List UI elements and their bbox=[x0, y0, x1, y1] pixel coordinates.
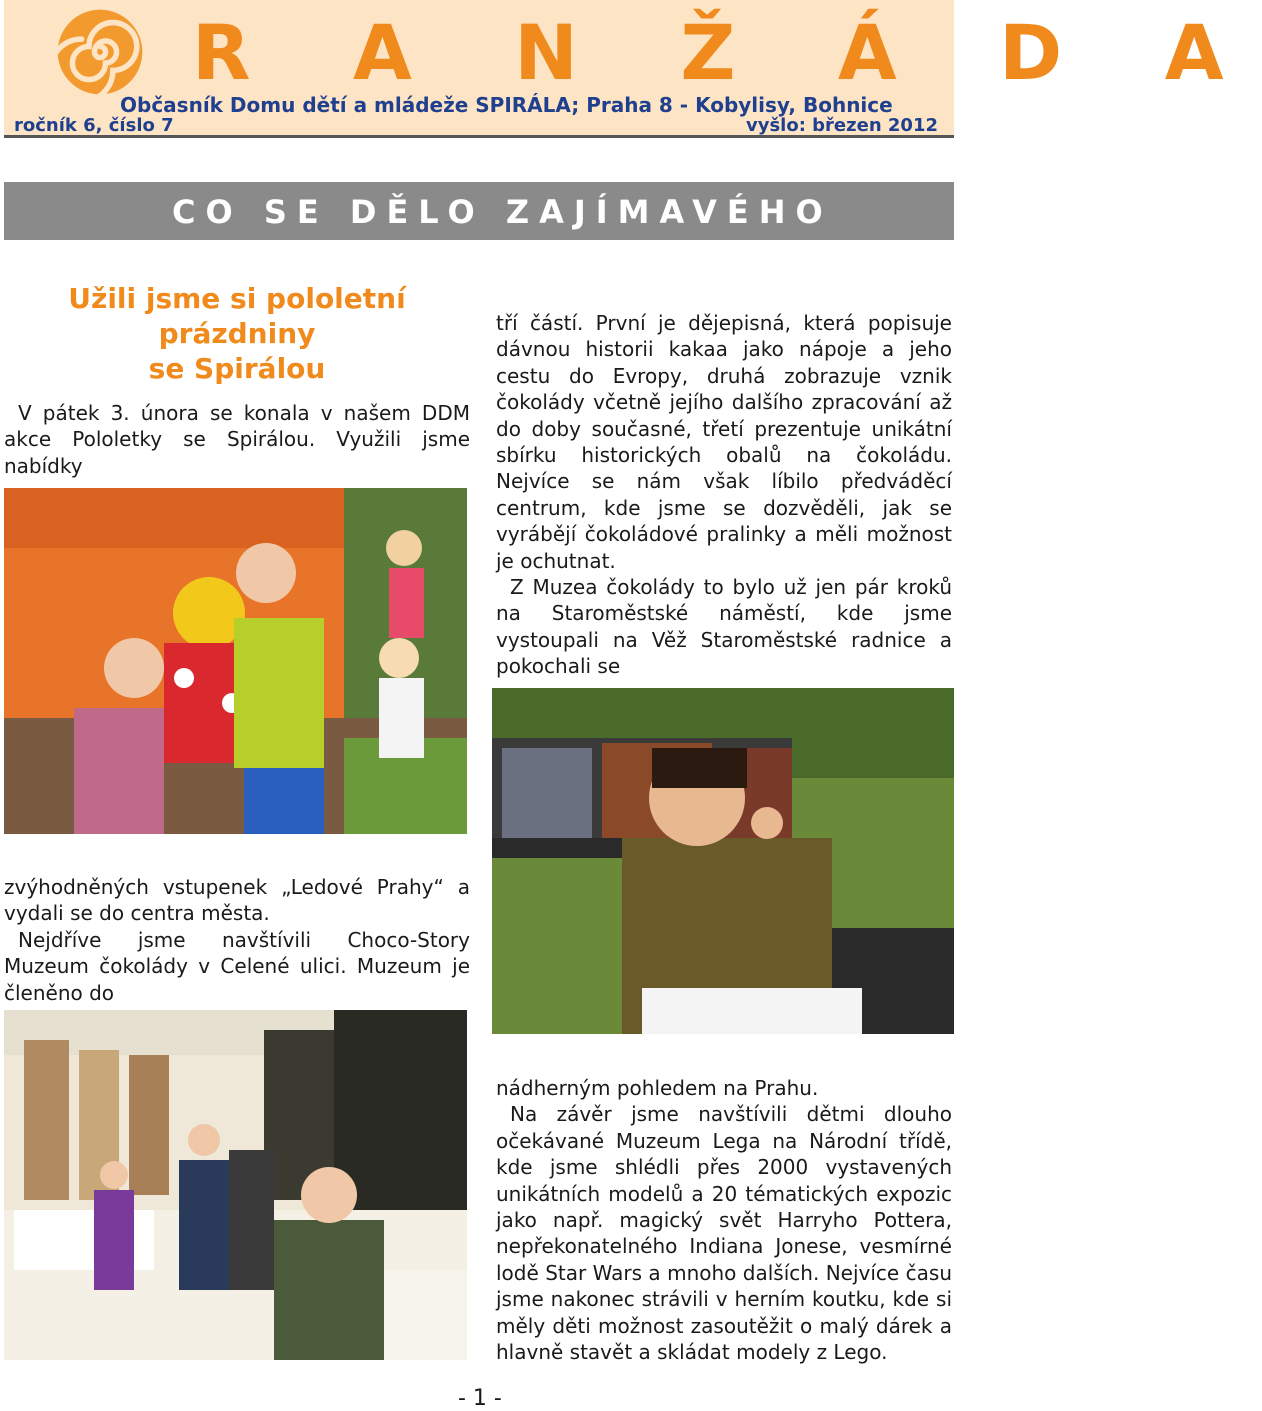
section-heading: CO SE DĚLO ZAJÍMAVÉHO bbox=[172, 193, 833, 231]
newsletter-subtitle: Občasník Domu dětí a mládeže SPIRÁLA; Praha 8 - Kobylisy, Bohnice bbox=[120, 93, 893, 117]
page-number: - 1 - bbox=[458, 1386, 502, 1411]
article-paragraph-2: zvýhodněných vstupenek „Ledové Prahy“ a vydali se do centra města. Nejdříve jsme navštívili Choco-Story Muzeum čokolády v Celené ulici. Muzeum je členěno do bbox=[4, 875, 470, 1005]
boy-with-lego-train-photo bbox=[492, 688, 954, 1034]
newsletter-title: R A N Ž Á D A bbox=[192, 8, 1262, 97]
article-paragraph-3: Nejdříve jsme navštívili Choco-Story Muzeum čokolády v Celené ulici. Muzeum je členěno do bbox=[4, 927, 470, 1005]
issue-number: ročník 6, číslo 7 bbox=[14, 115, 174, 136]
article-headline bbox=[4, 281, 470, 386]
article-paragraph-1: V pátek 3. února se konala v našem DDM akce Pololetky se Spirálou. Využili jsme nabídky bbox=[4, 401, 470, 478]
article-paragraph-5: Z Muzea čokolády to bylo už jen pár kroků na Staroměstské náměstí, kde jsme vystoupali na Věž Staroměstské radnice a pokochali se bbox=[496, 575, 952, 679]
article-paragraph-7: Na závěr jsme navštívili dětmi dlouho očekávané Muzeum Lega na Národní třídě, kde jsme shlédli přes 2000 vystavených unikátních modelů a 20 tématických expozic jako např. magický svět Harryho Pottera, nepřekonatelného Indiana Jonese, vesmírné lodě Star Wars a mnoho dalších. Nejvíce času jsme nakonec strávili v herním koutku, kde si měly děti možnost zasoutěžit o malý dárek a hlavně stavět a skládat modely z Lego. bbox=[496, 1102, 952, 1365]
issue-date: vyšlo: březen 2012 bbox=[745, 115, 938, 136]
headline-line-1: Užili jsme si pololetní prázdniny bbox=[68, 282, 406, 350]
masthead bbox=[4, 0, 1262, 138]
spiral-logo bbox=[54, 6, 146, 98]
headline-line-2: se Spirálou bbox=[148, 352, 326, 385]
children-with-lego-figure-photo bbox=[4, 488, 467, 834]
article-paragraph-6: nádherným pohledem na Prahu. Na závěr jsme navštívili dětmi dlouho očekávané Muzeum Lega na Národní třídě, kde jsme shlédli přes 2000 vystavených unikátních modelů a 20 tématických expozic jako např. magický svět Harryho Pottera, nepřekonatelného Indiana Jonese, vesmírné lodě Star Wars a mnoho dalších. Nejvíce času jsme nakonec strávili v herním koutku, kde si měly děti možnost zasoutěžit o malý dárek a hlavně stavět a skládat modely z Lego. bbox=[496, 1076, 952, 1365]
section-bar bbox=[4, 182, 954, 240]
article-paragraph-4: tří částí. První je dějepisná, která popisuje dávnou historii kakaa jako nápoje a jeho cestu do Evropy, druhá zobrazuje vznik čokolády včetně jejího dalšího zpracování až do doby současné, třetí prezentuje unikátní sbírku historických obalů na čokoládu. Nejvíce se nám však líbilo předváděcí centrum, kde jsme se dozvěděli, jak se vyrábějí čokoládové pralinky a měli možnost je ochutnat. Z Muzea čokolády to bylo už jen pár kroků na Staroměstské náměstí, kde jsme vystoupali na Věž Staroměstské radnice a pokochali se bbox=[496, 311, 952, 679]
children-in-museum-photo bbox=[4, 1010, 467, 1360]
